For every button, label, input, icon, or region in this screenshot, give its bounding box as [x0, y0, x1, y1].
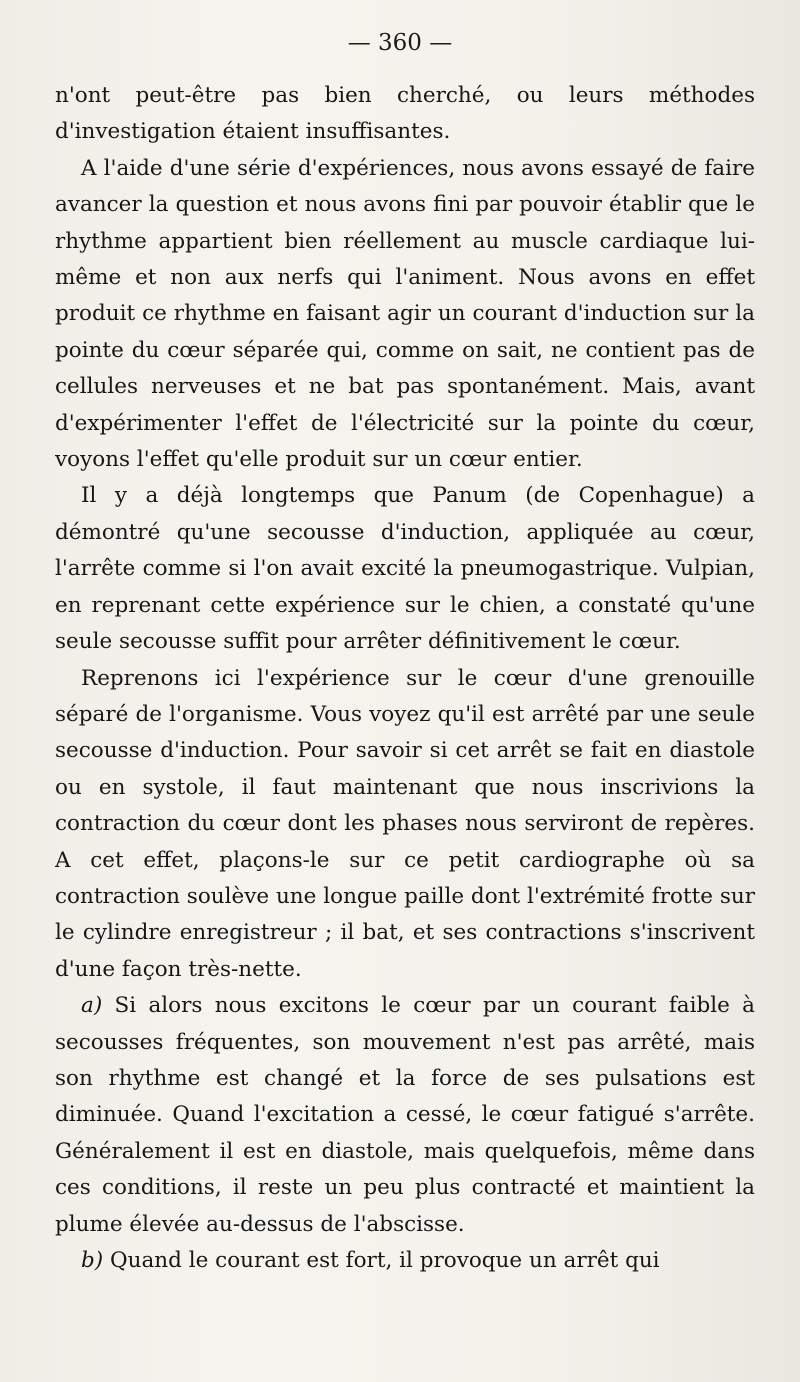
paragraph-3	[55, 478, 755, 660]
paragraph-2	[55, 151, 755, 479]
paragraph-text: Quand le courant est fort, il provoque un arrêt qui	[110, 1248, 660, 1273]
page-number: — 360 —	[347, 30, 453, 56]
paragraph-5	[55, 988, 755, 1243]
paragraph-label: b)	[81, 1248, 104, 1273]
paragraph-text: Il y a déjà longtemps que Panum (de Copenhague) a démontré qu'une secousse d'induction, appliquée au cœur, l'arrête comme si l'on avait excité la pneumogastrique. Vulpian, en reprenant cette expérience sur le chien, a constaté qu'une seule secousse suffit pour arrêter définitivement le cœur.	[55, 483, 755, 655]
paragraph-text: Si alors nous excitons le cœur par un courant faible à secousses fréquentes, son mouvement n'est pas arrêté, mais son rhythme est changé et la force de ses pulsations est diminuée. Quand l'excitation a cessé, le cœur fatigué s'arrête. Généralement il est en diastole, mais quelquefois, même dans ces conditions, il reste un peu plus contracté et maintient la plume élevée au-dessus de l'abscisse.	[55, 993, 755, 1237]
paragraph-4	[55, 661, 755, 989]
paragraph-text: n'ont peut-être pas bien cherché, ou leurs méthodes d'investigation étaient insuffisantes.	[55, 83, 755, 145]
paragraph-1	[55, 78, 755, 151]
paragraph-text: A l'aide d'une série d'expériences, nous avons essayé de faire avancer la question et nous avons fini par pouvoir établir que le rhythme appartient bien réellement au muscle cardiaque lui-même et non aux nerfs qui l'animent. Nous avons en effet produit ce rhythme en faisant agir un courant d'induction sur la pointe du cœur séparée qui, comme on sait, ne contient pas de cellules nerveuses et ne bat pas spontanément. Mais, avant d'expérimenter l'effet de l'électricité sur la pointe du cœur, voyons l'effet qu'elle produit sur un cœur entier.	[55, 155, 755, 473]
paragraph-label: a)	[81, 993, 103, 1019]
paragraph-6	[55, 1243, 755, 1279]
paragraph-text: Reprenons ici l'expérience sur le cœur d'une grenouille séparé de l'organisme. Vous voyez qu'il est arrêté par une seule secousse d'induction. Pour savoir si cet arrêt se fait en diastole ou en systole, il faut maintenant que nous inscrivions la contraction du cœur dont les phases nous serviront de repères. A cet effet, plaçons-le sur ce petit cardiographe où sa contraction soulève une longue paille dont l'extrémité frotte sur le cylindre enregistreur ; il bat, et ses contractions s'inscrivent d'une façon très-nette.	[55, 665, 755, 982]
body-text	[55, 78, 755, 1279]
